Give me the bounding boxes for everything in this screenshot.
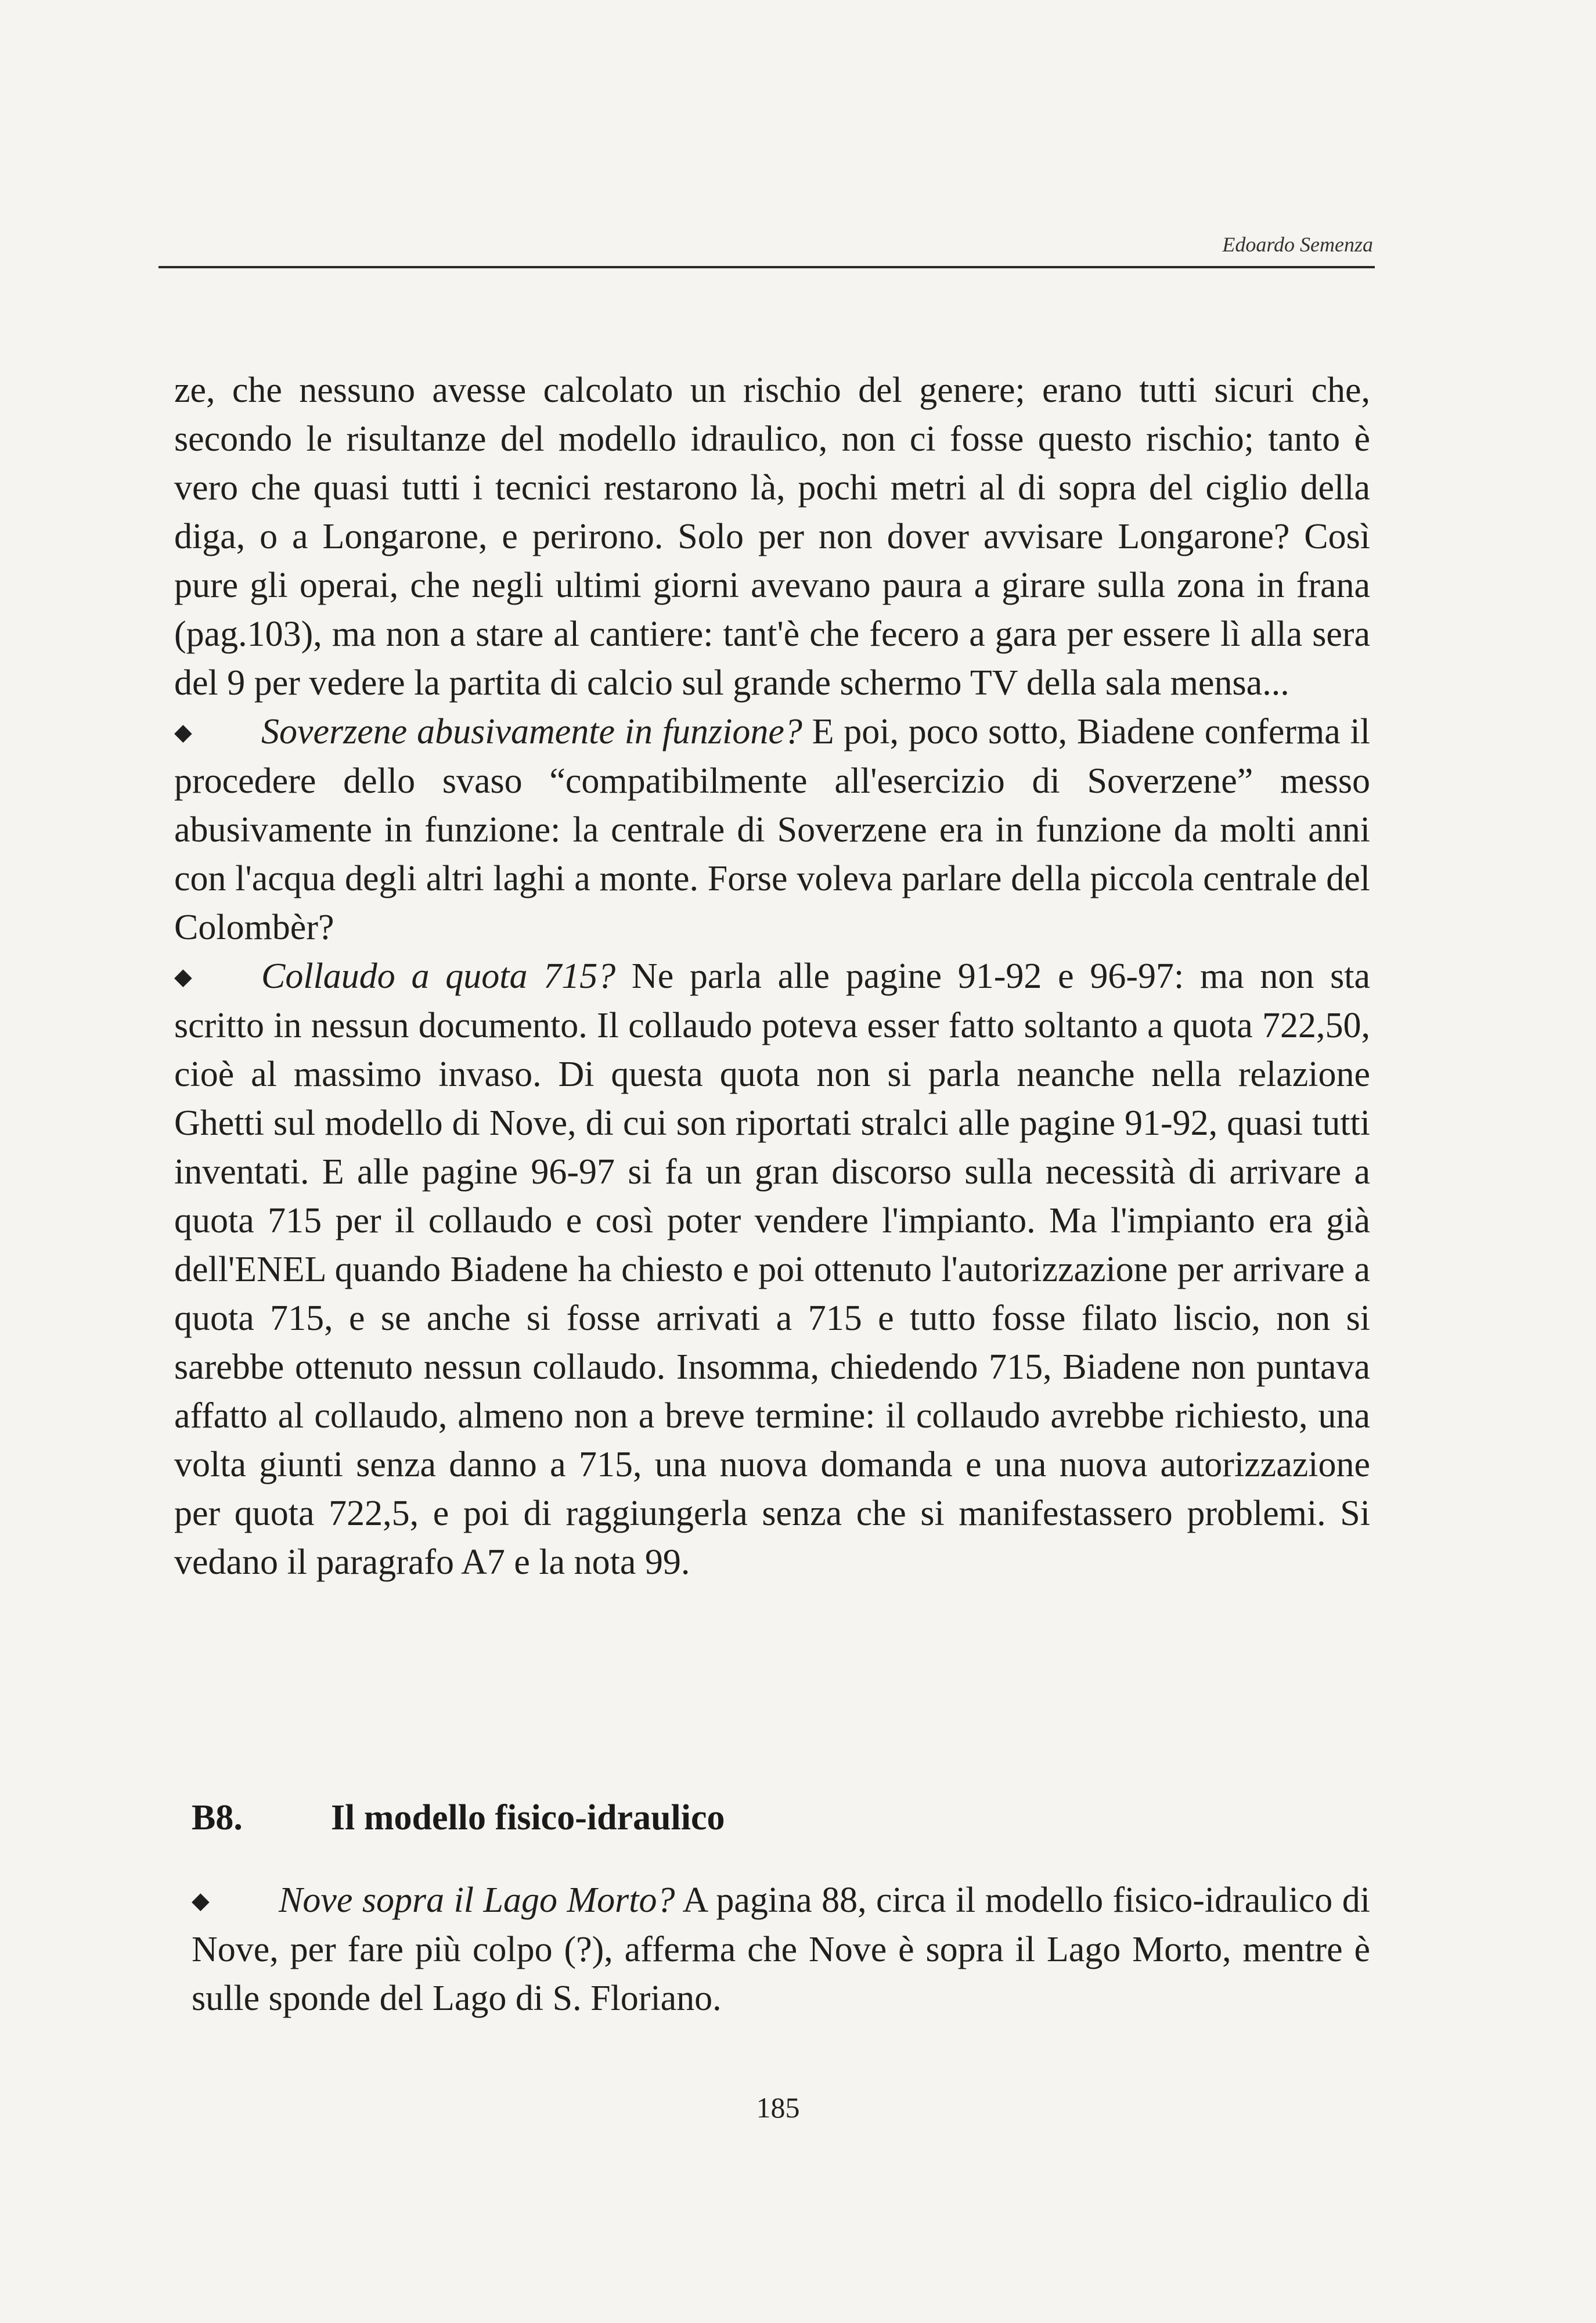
paragraph-3-text: Ne parla alle pagine 91-92 e 96-97: ma non sta scritto in nessun documento. Il collaudo poteva esser fatto soltanto a quota 722,50, cioè al massimo invaso. Di questa quota non si parla neanche nella relazione Ghetti sul modello di Nove, di cui son riportati stralci alle pagine 91-92, quasi tutti inventati. E alle pagine 96-97 si fa un gran discorso sulla necessità di arrivare a quota 715 per il collaudo e così poter vendere l'impianto. Ma l'impianto era già dell'ENEL quando Biadene ha chiesto e poi ottenuto l'autorizzazione per arrivare a quota 715, e se anche si fosse arrivati a 715 e tutto fosse filato liscio, non si sarebbe ottenuto nessun collaudo. Insomma, chiedendo 715, Biadene non puntava affatto al collaudo, almeno non a breve termine: il collaudo avrebbe richiesto, una volta giunti senza danno a 715, una nuova domanda e una nuova autorizzazione per quota 722,5, e poi di raggiungerla senza che si manifestassero problemi. Si vedano il paragrafo A7 e la nota 99. — [174, 956, 1371, 1582]
diamond-bullet-icon: ◆ — [174, 963, 192, 990]
diamond-bullet-icon: ◆ — [192, 1887, 210, 1914]
page-number: 185 — [756, 2091, 800, 2124]
diamond-bullet-icon: ◆ — [174, 719, 192, 745]
section-text-block — [192, 1876, 1370, 2023]
section-heading — [192, 1797, 1353, 1839]
paragraph-2-lead: Soverzene abusivamente in funzione? — [261, 712, 802, 751]
section-paragraph-lead: Nove sopra il Lago Morto? — [279, 1880, 675, 1920]
main-text-block — [174, 366, 1370, 1587]
paragraph-3-lead: Collaudo a quota 715? — [261, 956, 616, 996]
paragraph-1: ze, che nessuno avesse calcolato un rischio del genere; erano tutti sicuri che, secondo le risultanze del modello idraulico, non ci fosse questo rischio; tanto è vero che quasi tutti i tecnici restarono là, pochi metri al di sopra del ciglio della diga, o a Longarone, e perirono. Solo per non dover avvisare Longarone? Così pure gli operai, che negli ultimi giorni avevano paura a girare sulla zona in frana (pag.103), ma non a stare al cantiere: tant'è che fecero a gara per essere lì alla sera del 9 per vedere la partita di calcio sul grande schermo TV della sala mensa... — [174, 371, 1370, 703]
paragraph-2 — [174, 707, 1370, 952]
paragraph-2-text: E poi, poco sotto, Biadene conferma il procedere dello svaso “compatibilmente all'esercizio di Soverzene” messo abusivamente in funzione: la centrale di Soverzene era in funzione da molti anni con l'acqua degli altri laghi a monte. Forse voleva parlare della piccola centrale del Colombèr? — [174, 712, 1371, 947]
running-header-author: Edoardo Semenza — [1222, 233, 1373, 256]
section-number: B8. — [192, 1798, 243, 1837]
section-title: Il modello fisico-idraulico — [331, 1798, 725, 1837]
section-paragraph-text: A pagina 88, circa il modello fisico-idraulico di Nove, per fare più colpo (?), afferma che Nove è sopra il Lago Morto, mentre è sulle sponde del Lago di S. Floriano. — [192, 1880, 1370, 2018]
section-paragraph — [192, 1876, 1370, 2023]
paragraph-3 — [174, 952, 1370, 1587]
header-rule — [158, 266, 1375, 268]
